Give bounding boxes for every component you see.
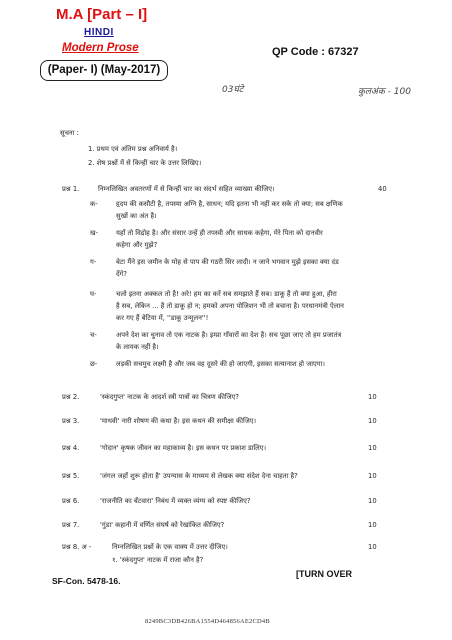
question-text: 'गोदान' कृषक जीवन का महाकाव्य है। इस कथन पर प्रकाश डालिए। <box>100 444 267 452</box>
subject-title: HINDI <box>84 27 114 38</box>
document-hash: 8249BC3DB426BA1554D464856AE2CD4B <box>145 618 270 625</box>
qp-code: QP Code : 67327 <box>272 46 359 58</box>
q1-part-line: यहाँ तो विद्रोह है। और संसार उन्हें ही तपस्वी और साधक कहेगा, मेरे पिता को दानवीर <box>116 229 323 237</box>
question-marks: 10 <box>368 497 377 505</box>
instructions-heading: सूचना : <box>60 129 79 137</box>
q8-label: प्रश्न 8. अ - <box>62 543 92 551</box>
question-label: प्रश्न 5. <box>62 472 80 480</box>
question-marks: 10 <box>368 444 377 452</box>
handwritten-duration: 03घंटे <box>222 85 244 95</box>
question-marks: 10 <box>368 393 377 401</box>
question-text: 'राजनीति का बँटवारा' निबंध में व्यक्त व्यंग्य को स्पष्ट कीजिए? <box>100 497 251 505</box>
question-text: 'जंगल जहाँ शुरू होता है' उपन्यास के माध्यम से लेखक क्या संदेश देना चाहता है? <box>100 472 298 480</box>
q1-part-line: देंगे? <box>116 270 128 278</box>
q1-part-line: बेटा मैंने इस जमीन के मोह से पाप की गठरी सिर लादी। न जाने भगवान मुझे इसका क्या दंड <box>116 258 339 266</box>
question-marks: 10 <box>368 521 377 529</box>
q1-part-line: लड़की सचमुच लक्ष्मी है और जब वह दूसरे की हो जाएगी, इसका सत्यानाश हो जाएगा। <box>116 360 325 368</box>
question-label: प्रश्न 7. <box>62 521 80 529</box>
q1-part-line: अपने देश का चुनाव तो एक नाटक है। इम्प्रा गाँवारों का देश है। सच पूछा जाए तो हम प्रजातंत्र <box>116 331 342 339</box>
question-label: प्रश्न 4. <box>62 444 80 452</box>
question-marks: 10 <box>368 472 377 480</box>
q1-part-letter: घ- <box>90 290 97 298</box>
q1-part-line: चलो इतना अक्कल तो है! अरे! हम का करें सब समझाते हैं सब। डाकू हैं तो क्या हुआ, हीरा <box>116 290 337 298</box>
course-title: M.A [Part – I] <box>56 6 148 23</box>
q8-subquestion: १. 'स्कंदगुप्त' नाटक में राजा कौन है? <box>112 556 204 564</box>
q1-text: निम्नलिखित अवतरणों में से किन्हीं चार का संदर्भ सहित व्याख्या कीजिए। <box>98 185 275 193</box>
q1-label: प्रश्न 1. <box>62 185 80 193</box>
q1-part-line: हृदय की कसौटी है, तपस्या अग्नि है, साधन; यदि इतना भी नहीं कर सके तो क्या; सब क्षणिक <box>116 200 343 208</box>
question-text: 'माधवी' नारी शोषण की कथा है। इस कथन की समीक्षा कीजिए। <box>100 417 257 425</box>
question-label: प्रश्न 2. <box>62 393 80 401</box>
q1-part-letter: क- <box>90 200 98 208</box>
question-label: प्रश्न 6. <box>62 497 80 505</box>
question-text: 'गुंडा' कहानी में वर्णित संघर्ष को रेखांकित कीजिए? <box>100 521 225 529</box>
q1-part-letter: ग- <box>90 258 97 266</box>
q1-part-line: है सब, लेकिन ... है तो डाकू हो न; हमको अपना पोजिशन भी तो बचाना है। परधानमंत्री ऐलान <box>116 302 344 310</box>
q1-part-line: कहेगा और मुझे? <box>116 241 158 249</box>
instruction-item: 1. प्रथम एवं अंतिम प्रश्न अनिवार्य है। <box>88 145 178 153</box>
q8-text: निम्नलिखित प्रश्नों के एक वाक्य में उत्तर दीजिए। <box>112 543 228 551</box>
q8-marks: 10 <box>368 543 377 551</box>
q1-part-letter: च- <box>90 331 97 339</box>
turn-over-label: [TURN OVER <box>296 569 352 579</box>
q1-part-line: के लायक नहीं है। <box>116 343 159 351</box>
handwritten-total-marks: कुलअंक - 100 <box>358 87 411 97</box>
q1-part-letter: छ- <box>90 360 98 368</box>
instruction-item: 2. शेष प्रश्नों में से किन्हीं चार के उत्तर लिखिए। <box>88 159 202 167</box>
question-label: प्रश्न 3. <box>62 417 80 425</box>
q1-part-line: कर गए हैं बेटिया में, ''डाकू उन्मूलन''! <box>116 314 209 322</box>
question-marks: 10 <box>368 417 377 425</box>
question-text: 'स्कंदगुप्त' नाटक के आदर्श स्त्री पात्रों का चित्रण कीजिए? <box>100 393 240 401</box>
q1-marks: 40 <box>378 185 387 193</box>
paper-info-box: (Paper- I) (May-2017) <box>40 60 168 81</box>
con-code: SF-Con. 5478-16. <box>52 576 121 586</box>
q1-part-line: सुखों का अंत है। <box>116 212 157 220</box>
paper-title: Modern Prose <box>62 42 139 54</box>
q1-part-letter: ख- <box>90 229 99 237</box>
